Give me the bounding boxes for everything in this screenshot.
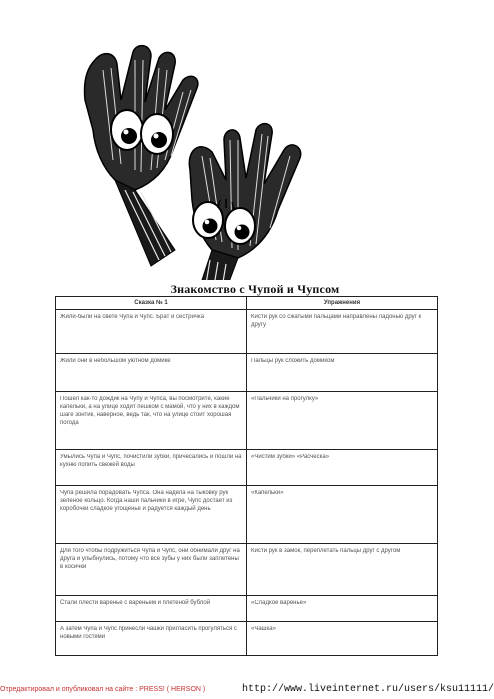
story-text: Для того чтобы подружиться Чупа и Чупс, они обнимали друг на друга и улыбнулись, потому что все зубы у них были заплетены в косички bbox=[60, 548, 240, 570]
exercise-text: Кисти рук в замок, переплетать пальцы друг с другом bbox=[251, 548, 401, 554]
exercise-table bbox=[55, 296, 438, 656]
story-text: Жили-были на свете Чупа и Чупс. Брат и сестричка bbox=[60, 314, 205, 320]
exercise-text: «Чашка» bbox=[251, 626, 276, 632]
story-cell bbox=[56, 544, 247, 596]
right-glove bbox=[189, 124, 300, 280]
story-cell bbox=[56, 596, 247, 622]
exercise-text: «Пальчики на прогулку» bbox=[251, 396, 319, 402]
story-cell bbox=[56, 450, 247, 486]
story-text: Пошел как-то дождик на Чупу и Чупса, вы посмотрите, какие капельки, а на улице ходит пешком с мамой, что у них в каждом шаге зонтик, наверное, ведь так, что на улице стоит хорошая погода bbox=[60, 396, 240, 426]
table-row bbox=[56, 596, 438, 622]
source-url-link[interactable]: http://www.liveinternet.ru/users/ksu11111/ bbox=[241, 684, 494, 695]
exercise-text: Кисти рук со сжатыми пальцами направлены ладонью друг к другу bbox=[251, 314, 422, 328]
editor-credit: Отредактировал и опубликовал на сайте : PRESS! ( HERSON ) bbox=[0, 686, 206, 693]
exercise-cell bbox=[247, 392, 438, 450]
exercise-cell bbox=[247, 596, 438, 622]
table-row bbox=[56, 392, 438, 450]
exercise-text: Пальцы рук сложить домиком bbox=[251, 358, 335, 364]
left-glove bbox=[84, 46, 197, 266]
exercise-text: «Капельки» bbox=[251, 490, 284, 496]
exercise-text: «Чистим зубки» «Расческа» bbox=[251, 454, 330, 460]
table-row bbox=[56, 354, 438, 392]
story-cell bbox=[56, 354, 247, 392]
table-row bbox=[56, 544, 438, 596]
story-cell bbox=[56, 622, 247, 656]
story-cell bbox=[56, 486, 247, 544]
table-row bbox=[56, 486, 438, 544]
exercise-cell bbox=[247, 544, 438, 596]
story-cell bbox=[56, 310, 247, 354]
document-title: Знакомство с Чупой и Чупсом bbox=[170, 282, 340, 296]
story-text: Чупа решила порадовать Чупса. Она надела на тыковку рук зеленое кольцо. Когда наши пальчики в игре, Чупс достает из коробочки сладкое угощенье и радуется каждый день bbox=[60, 490, 233, 512]
table-header-row bbox=[56, 297, 438, 310]
exercise-cell bbox=[247, 310, 438, 354]
story-cell bbox=[56, 392, 247, 450]
story-text: А затем Чупа и Чупс принесли чашки пригласить прогуляться с новыми гостями bbox=[60, 626, 237, 640]
column-header-exercise: Упражнения bbox=[247, 297, 438, 310]
exercise-cell bbox=[247, 622, 438, 656]
story-text: Жили они в небольшом уютном домике bbox=[60, 358, 171, 364]
story-text: Стали плести варенье с вареньем и плетеной бублой bbox=[60, 600, 211, 606]
table-row bbox=[56, 622, 438, 656]
gloves-illustration bbox=[50, 40, 350, 280]
exercise-cell bbox=[247, 486, 438, 544]
exercise-cell bbox=[247, 450, 438, 486]
exercise-text: «Сладкое варенье» bbox=[251, 600, 307, 606]
table-row bbox=[56, 310, 438, 354]
exercise-cell bbox=[247, 354, 438, 392]
column-header-story: Сказка № 1 bbox=[56, 297, 247, 310]
table-row bbox=[56, 450, 438, 486]
story-text: Умылись Чупа и Чупс, почистили зубки, причесались и пошли на кухню попить свежей воды bbox=[60, 454, 242, 468]
